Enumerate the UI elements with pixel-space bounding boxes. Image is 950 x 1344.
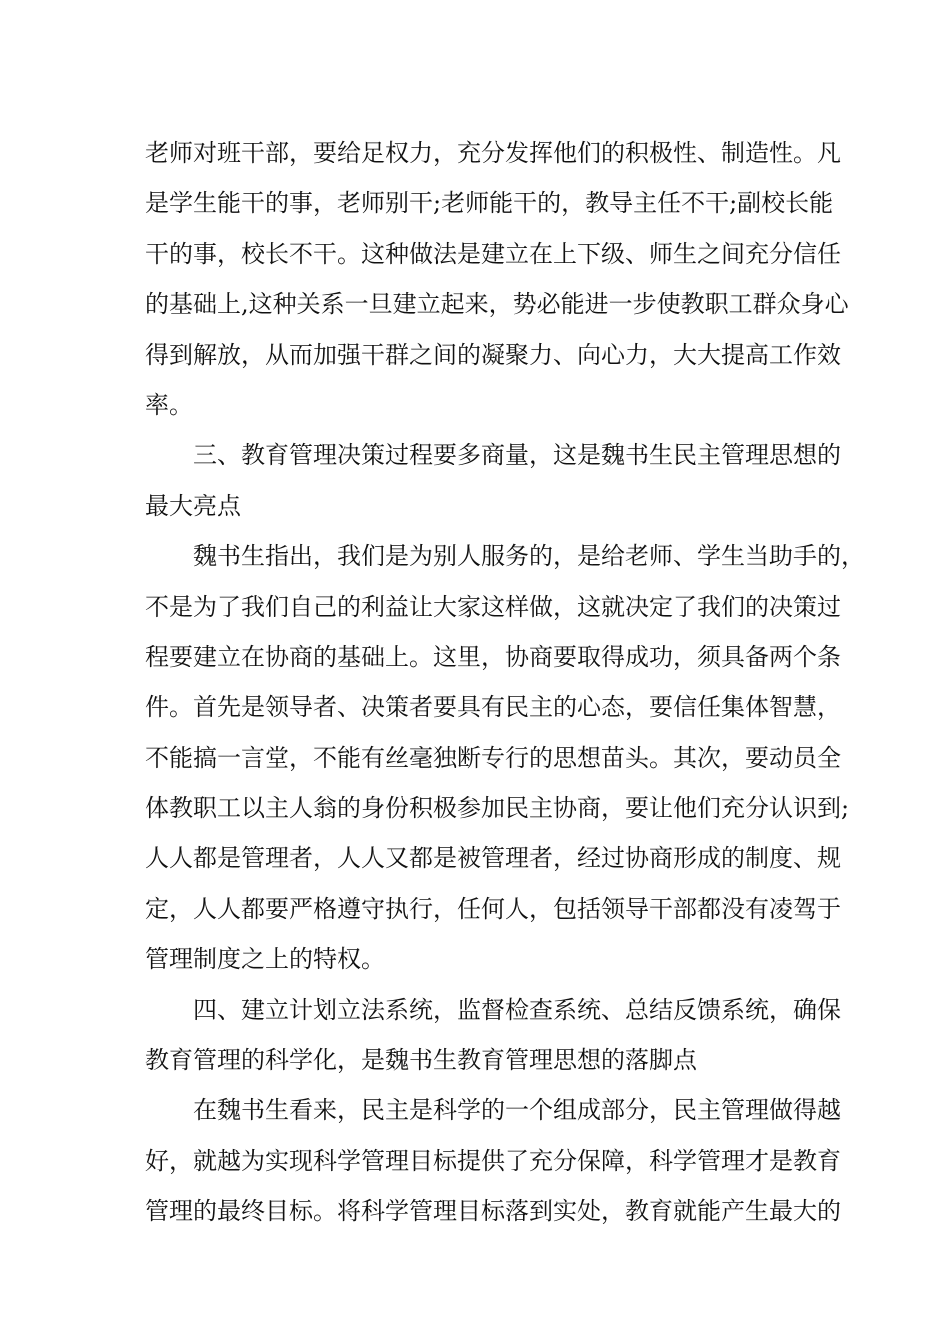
text-line <box>145 229 841 279</box>
text-line <box>145 1085 841 1135</box>
text-line <box>145 1035 815 1085</box>
text-line-content: 干的事，校长不干。这种做法是建立在上下级、师生之间充分信任 <box>145 239 841 268</box>
text-line <box>145 733 841 783</box>
text-line <box>145 783 850 833</box>
text-line-content: 最大亮点 <box>145 491 241 520</box>
text-line-content: 件。首先是领导者、决策者要具有民主的心态，要信任集体智慧， <box>145 693 841 722</box>
text-line-content: 体教职工以主人翁的身份积极参加民主协商，要让他们充分认识到; <box>145 794 850 823</box>
text-line <box>145 430 841 480</box>
text-line-content: 不是为了我们自己的利益让大家这样做，这就决定了我们的决策过 <box>145 592 841 621</box>
text-line <box>145 1186 841 1236</box>
text-line-content: 程要建立在协商的基础上。这里，协商要取得成功，须具备两个条 <box>145 642 841 671</box>
text-line <box>145 833 841 883</box>
text-line <box>145 481 815 531</box>
text-line-content: 是学生能干的事，老师别干;老师能干的，教导主任不干;副校长能 <box>145 189 834 218</box>
document-body <box>145 128 865 1237</box>
text-line <box>145 582 841 632</box>
text-line-content: 三、教育管理决策过程要多商量，这是魏书生民主管理思想的 <box>193 441 841 470</box>
text-line-content: 好，就越为实现科学管理目标提供了充分保障，科学管理才是教育 <box>145 1146 841 1175</box>
text-line-content: 管理制度之上的特权。 <box>145 945 385 974</box>
text-line <box>145 279 849 329</box>
text-line <box>145 128 841 178</box>
text-line <box>145 884 841 934</box>
text-line-content: 人人都是管理者，人人又都是被管理者，经过协商形成的制度、规 <box>145 844 841 873</box>
text-line-content: 率。 <box>145 390 193 419</box>
text-line-content: 管理的最终目标。将科学管理目标落到实处，教育就能产生最大的 <box>145 1197 841 1226</box>
text-line <box>145 1136 841 1186</box>
text-line <box>145 985 841 1035</box>
text-line <box>145 330 841 380</box>
text-line-content: 的基础上,这种关系一旦建立起来，势必能进一步使教职工群众身心 <box>145 290 849 319</box>
text-line <box>145 178 834 228</box>
text-line <box>145 531 865 581</box>
text-line <box>145 934 815 984</box>
text-line-content: 在魏书生看来，民主是科学的一个组成部分，民主管理做得越 <box>193 1096 841 1125</box>
text-line-content: 魏书生指出，我们是为别人服务的，是给老师、学生当助手的， <box>193 542 865 571</box>
text-line <box>145 682 841 732</box>
text-line <box>145 380 815 430</box>
text-line-content: 定，人人都要严格遵守执行，任何人，包括领导干部都没有凌驾于 <box>145 894 841 923</box>
text-line-content: 老师对班干部，要给足权力，充分发挥他们的积极性、制造性。凡 <box>145 139 841 167</box>
text-line <box>145 632 841 682</box>
text-line-content: 教育管理的科学化，是魏书生教育管理思想的落脚点 <box>145 1046 697 1075</box>
text-line-content: 四、建立计划立法系统，监督检查系统、总结反馈系统，确保 <box>193 995 841 1024</box>
text-line-content: 得到解放，从而加强干群之间的凝聚力、向心力，大大提高工作效 <box>145 340 841 369</box>
text-line-content: 不能搞一言堂，不能有丝毫独断专行的思想苗头。其次，要动员全 <box>145 743 841 772</box>
